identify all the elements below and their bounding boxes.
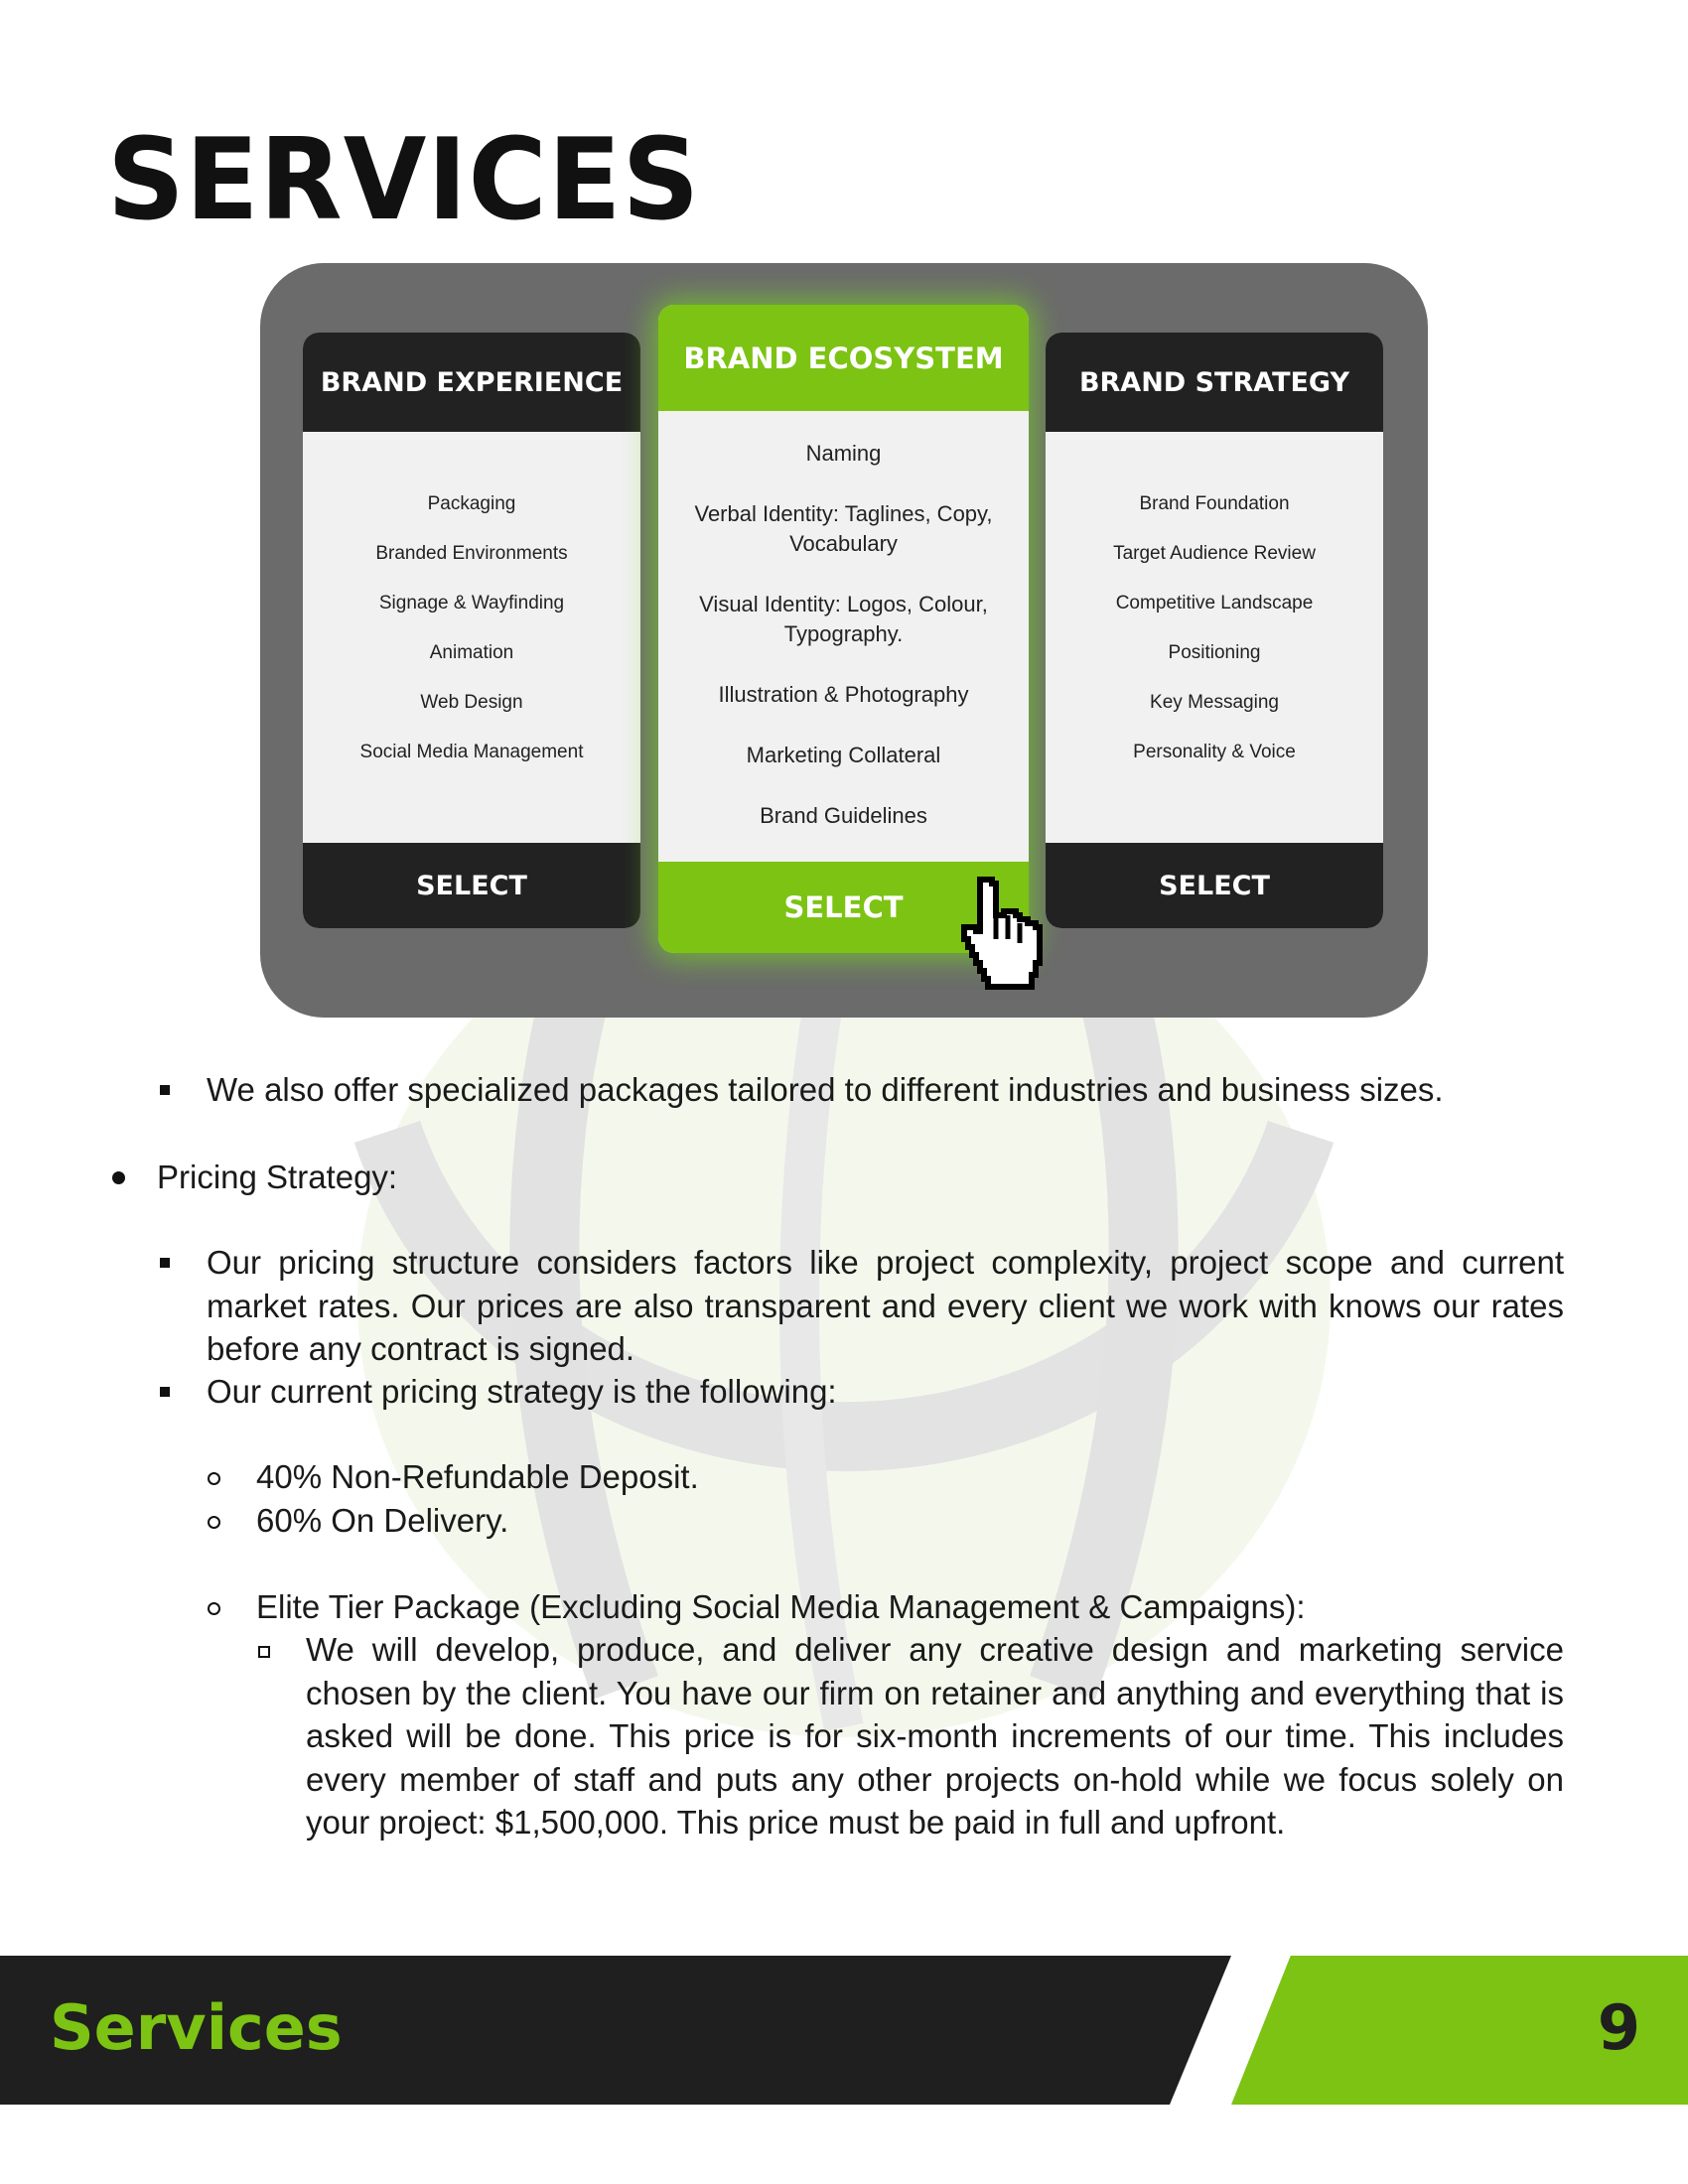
pricing-heading: Pricing Strategy: bbox=[157, 1159, 398, 1195]
card-item-list bbox=[1046, 432, 1383, 843]
card-title: BRAND ECOSYSTEM bbox=[658, 305, 1029, 411]
card-item: Brand Guidelines bbox=[760, 803, 927, 829]
card-item: Positioning bbox=[1168, 642, 1261, 663]
card-brand-experience bbox=[303, 333, 640, 928]
card-brand-strategy bbox=[1046, 333, 1383, 928]
card-item: Social Media Management bbox=[359, 742, 584, 762]
card-item-list bbox=[303, 432, 640, 843]
card-item: Animation bbox=[429, 642, 514, 663]
page-title: SERVICES bbox=[107, 114, 701, 246]
packages-note: We also offer specialized packages tailored to different industries and business sizes. bbox=[207, 1071, 1444, 1108]
select-button-brand-experience[interactable]: SELECT bbox=[303, 843, 640, 928]
elite-tier-heading: Elite Tier Package (Excluding Social Media Management & Campaigns): bbox=[256, 1588, 1306, 1625]
select-button-brand-ecosystem[interactable]: SELECT bbox=[658, 862, 1029, 953]
deposit-term: 40% Non-Refundable Deposit. bbox=[256, 1458, 699, 1495]
card-item: Visual Identity: Logos, Colour, Typography. bbox=[699, 592, 988, 647]
card-item: Personality & Voice bbox=[1133, 742, 1296, 762]
card-item: Key Messaging bbox=[1150, 692, 1279, 713]
card-item: Naming bbox=[805, 441, 882, 467]
circle-bullet-icon bbox=[208, 1602, 220, 1615]
card-item: Illustration & Photography bbox=[718, 682, 969, 708]
card-item: Web Design bbox=[420, 692, 523, 713]
pricing-structure-text: Our pricing structure considers factors like project complexity, project scope and current market rates. Our prices are also transparent and every client we work with knows our rates before any contract is signed. bbox=[207, 1244, 1564, 1367]
card-item-list bbox=[658, 411, 1029, 862]
card-title: BRAND EXPERIENCE bbox=[303, 333, 640, 432]
select-button-brand-strategy[interactable]: SELECT bbox=[1046, 843, 1383, 928]
square-bullet-icon bbox=[160, 1085, 170, 1095]
square-bullet-icon bbox=[160, 1387, 170, 1397]
card-item: Packaging bbox=[427, 493, 516, 514]
hand-pointer-icon bbox=[948, 876, 1048, 995]
card-item: Branded Environments bbox=[375, 543, 568, 564]
disc-bullet-icon bbox=[112, 1171, 125, 1184]
card-brand-ecosystem bbox=[658, 305, 1029, 953]
card-item: Competitive Landscape bbox=[1115, 593, 1314, 614]
square-bullet-icon bbox=[160, 1258, 170, 1268]
card-item: Signage & Wayfinding bbox=[378, 593, 565, 614]
circle-bullet-icon bbox=[208, 1516, 220, 1529]
card-item: Marketing Collateral bbox=[746, 743, 941, 768]
footer-section-label: Services bbox=[50, 1991, 343, 2064]
delivery-term: 60% On Delivery. bbox=[256, 1502, 509, 1539]
card-item: Brand Foundation bbox=[1139, 493, 1290, 514]
open-square-bullet-icon bbox=[258, 1646, 270, 1658]
service-packages-panel bbox=[260, 263, 1428, 1018]
card-item: Verbal Identity: Taglines, Copy, Vocabulary bbox=[694, 501, 993, 557]
card-item: Target Audience Review bbox=[1113, 543, 1316, 564]
elite-tier-detail: We will develop, produce, and deliver any creative design and marketing service chosen by the client. You have our firm on retainer and anything and everything that is asked will be done. This price is for six-month increments of our time. This includes every member of staff and puts any other projects on-hold while we focus solely on your project: $1,500,000. This price must be paid in full and upfront. bbox=[306, 1631, 1564, 1841]
card-title: BRAND STRATEGY bbox=[1046, 333, 1383, 432]
page-number: 9 bbox=[1597, 1991, 1640, 2064]
circle-bullet-icon bbox=[208, 1472, 220, 1485]
pricing-current-text: Our current pricing strategy is the following: bbox=[207, 1373, 837, 1410]
